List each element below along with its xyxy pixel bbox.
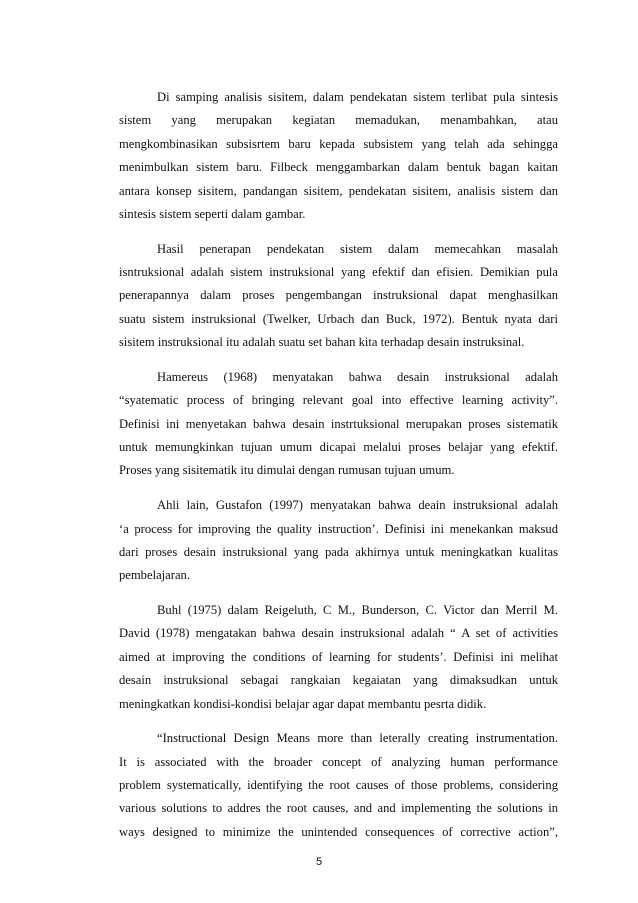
paragraph-line: sistem yang merupakan kegiatan memadukan, menambahkan, atau bbox=[119, 113, 558, 128]
body-text bbox=[119, 86, 558, 856]
paragraph-line: It is associated with the broader concept of analyzing human performance bbox=[119, 754, 558, 769]
paragraph-line: desain instruksional sebagai rangkaian kegaiatan yang dimaksudkan untuk bbox=[119, 673, 558, 688]
paragraph-line: suatu sistem instruksional (Twelker, Urbach dan Buck, 1972). Bentuk nyata dari bbox=[119, 311, 558, 326]
paragraph-line: meningkatkan kondisi-kondisi belajar agar dapat membantu pesrta didik. bbox=[119, 696, 487, 711]
paragraph-line: various solutions to addres the root causes, and and implementing the solutions in bbox=[119, 801, 558, 816]
paragraph-instructional-design-quote bbox=[119, 727, 558, 844]
paragraph-line: “Instructional Design Means more than leterally creating instrumentation. bbox=[157, 731, 558, 746]
paragraph-line: sisitem instruksional itu adalah suatu set bahan kita terhadap desain instruksinal. bbox=[119, 335, 525, 350]
paragraph-line: menimbulkan sistem baru. Filbeck menggambarkan dalam bentuk bagan kaitan bbox=[119, 160, 558, 175]
paragraph-line: ‘a process for improving the quality instruction’. Definisi ini menekankan maksud bbox=[119, 521, 558, 536]
paragraph-line: pembelajaran. bbox=[119, 568, 190, 583]
paragraph-line: Di samping analisis sisitem, dalam pendekatan sistem terlibat pula sintesis bbox=[157, 90, 558, 104]
paragraph-line: antara konsep sisitem, pandangan sisitem, pendekatan sisitem, analisis sistem dan bbox=[119, 183, 558, 198]
paragraph-line: Buhl (1975) dalam Reigeluth, C M., Bunderson, C. Victor dan Merril M. bbox=[157, 603, 558, 617]
paragraph-line: Hamereus (1968) menyatakan bahwa desain instruksional adalah bbox=[157, 369, 558, 384]
paragraph-line: penerapannya dalam proses pengembangan instruksional dapat menghasilkan bbox=[119, 288, 558, 303]
paragraph-line: “syatematic process of bringing relevant goal into effective learning activity”. bbox=[119, 393, 558, 408]
page-number: 5 bbox=[315, 856, 323, 868]
paragraph-buhl bbox=[119, 599, 558, 716]
paragraph-line: sintesis sistem seperti dalam gambar. bbox=[119, 206, 306, 221]
paragraph-system-synthesis bbox=[119, 86, 558, 226]
paragraph-line: mengkombinasikan subsisrtem baru kepada subsistem yang telah ada sehingga bbox=[119, 136, 558, 151]
paragraph-line: Ahli lain, Gustafon (1997) menyatakan bahwa deain instruksional adalah bbox=[157, 498, 558, 513]
paragraph-line: Proses yang sisitematik itu dimulai dengan rumusan tujuan umum. bbox=[119, 463, 455, 478]
paragraph-line: ways designed to minimize the unintended consequences of corrective action”, bbox=[119, 824, 558, 839]
paragraph-line: problem systematically, identifying the root causes of those problems, considering bbox=[119, 778, 558, 793]
paragraph-hamereus bbox=[119, 366, 558, 483]
paragraph-line: aimed at improving the conditions of learning for students’. Definisi ini melihat bbox=[119, 649, 558, 664]
paragraph-line: isntruksional adalah sistem instruksional yang efektif dan efisien. Demikian pula bbox=[119, 265, 558, 280]
paragraph-line: Definisi ini menyetakan bahwa desain instrtuksional merupakan proses sistematik bbox=[119, 416, 558, 431]
paragraph-line: dari proses desain instruksional yang pada akhirnya untuk meningkatkan kualitas bbox=[119, 544, 558, 559]
paragraph-line: Hasil penerapan pendekatan sistem dalam memecahkan masalah bbox=[157, 241, 558, 256]
paragraph-line: David (1978) mengatakan bahwa desain instruksional adalah “ A set of activities bbox=[119, 626, 558, 641]
paragraph-system-results bbox=[119, 238, 558, 355]
paragraph-gustafon bbox=[119, 494, 558, 588]
paragraph-line: untuk memungkinkan tujuan umum dicapai melalui proses belajar yang efektif. bbox=[119, 440, 558, 455]
